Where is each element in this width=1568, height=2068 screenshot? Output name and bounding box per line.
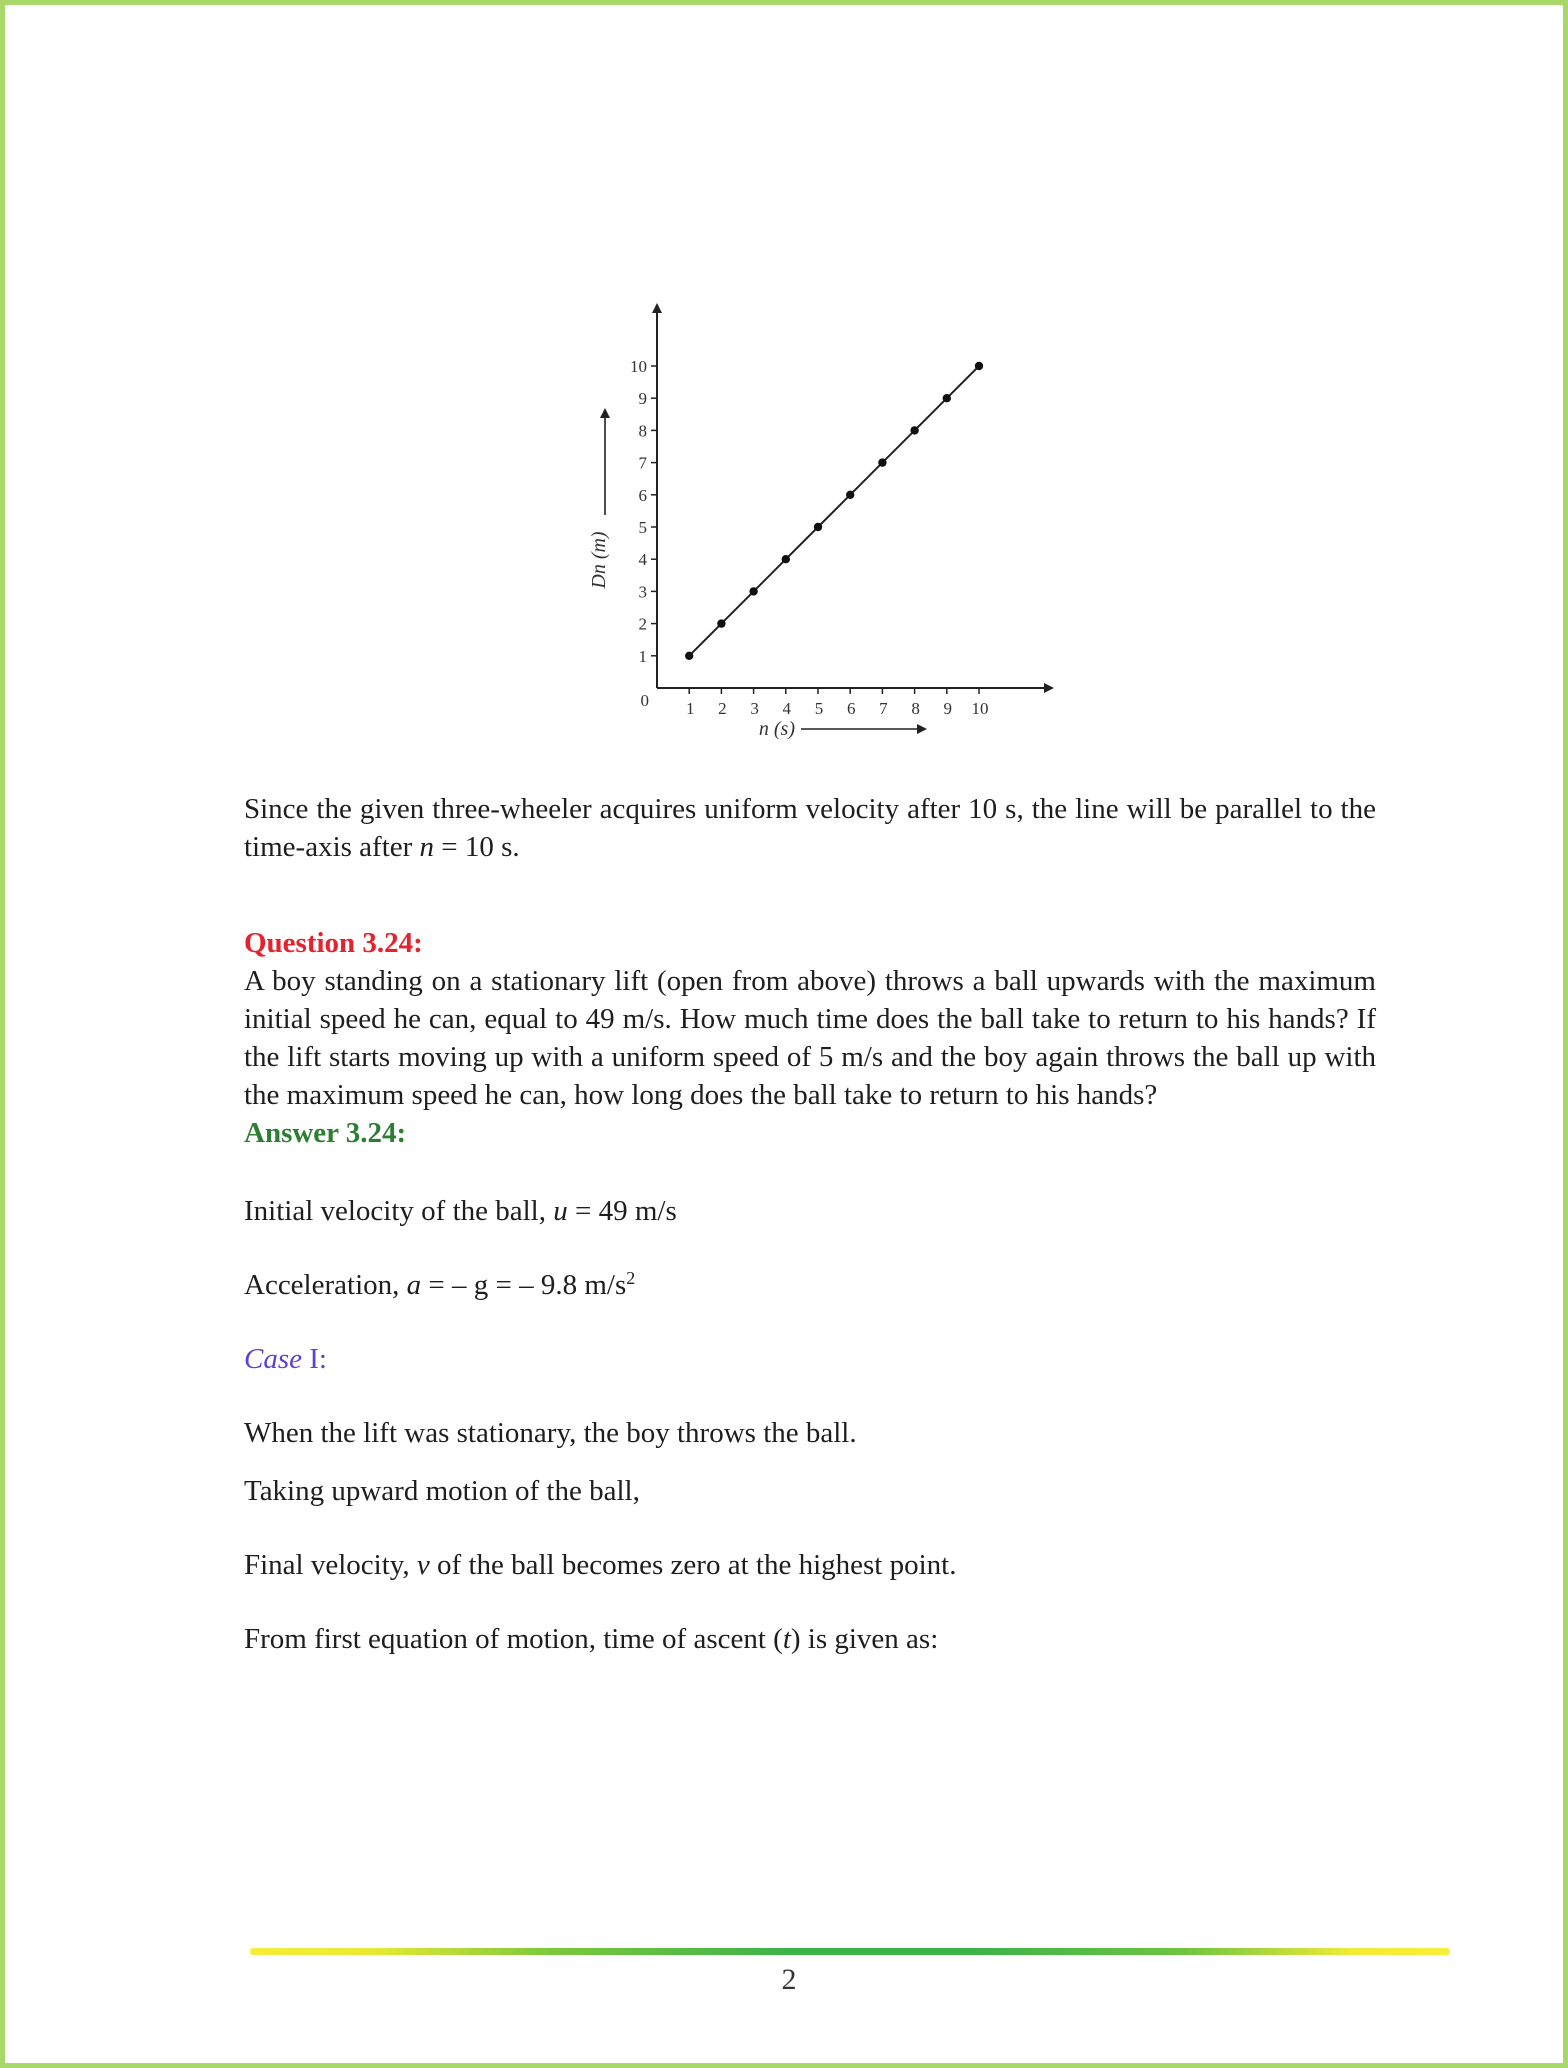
question-heading: Question 3.24:: [244, 927, 423, 959]
y-tick-label: 3: [638, 582, 647, 602]
y-tick-label: 5: [638, 518, 647, 537]
x-tick-label: 4: [782, 699, 792, 718]
y-tick-label: 8: [638, 421, 647, 441]
final-vel-variable: v: [416, 1549, 430, 1581]
origin-label: 0: [640, 691, 649, 710]
case-label: [244, 1340, 1376, 1378]
data-point: [814, 523, 822, 531]
accel-exponent: 2: [626, 1268, 636, 1288]
data-point: [749, 587, 757, 595]
page-content: [244, 790, 1376, 1658]
y-tick-label: 9: [638, 389, 647, 409]
accel-text-a: Acceleration,: [244, 1269, 407, 1301]
distance-time-chart: [565, 295, 1065, 755]
data-point: [975, 362, 983, 370]
data-point: [943, 394, 951, 402]
x-tick-label: 1: [685, 699, 695, 718]
initial-velocity-line: [244, 1192, 1376, 1230]
x-tick-label: 5: [814, 699, 824, 718]
data-point: [782, 555, 790, 563]
x-tick-label: 7: [879, 699, 888, 718]
y-axis-label: Dn (m): [588, 531, 610, 589]
x-tick-label: 2: [718, 699, 727, 718]
series-line: [689, 366, 979, 656]
data-point: [910, 426, 918, 434]
para1-text-a: Since the given three-wheeler acquires uniform velocity after 10 s, the line will be parallel to the time-axis after: [244, 793, 1376, 863]
y-tick-label: 6: [638, 485, 647, 505]
init-vel-text-b: = 49 m/s: [567, 1195, 677, 1227]
y-tick-label: 1: [638, 646, 647, 666]
data-point: [685, 652, 693, 660]
y-tick-label: 10: [630, 357, 647, 376]
x-tick-label: 6: [846, 699, 856, 718]
first-equation-line: [244, 1620, 1376, 1658]
data-point: [846, 491, 854, 499]
case-number: I:: [302, 1343, 327, 1375]
first-eq-variable: t: [782, 1623, 791, 1655]
footer-divider: [250, 1948, 1450, 1955]
para1-variable: n: [419, 831, 435, 863]
final-vel-text-a: Final velocity,: [244, 1549, 417, 1581]
upward-motion-line: Taking upward motion of the ball,: [244, 1475, 640, 1507]
x-tick-label: 10: [971, 699, 989, 718]
first-eq-text-a: From first equation of motion, time of ascent (: [244, 1623, 783, 1655]
final-vel-text-b: of the ball becomes zero at the highest point.: [429, 1549, 957, 1581]
data-point: [717, 619, 725, 627]
para1-text-b: = 10 s.: [434, 831, 520, 863]
final-velocity-line: [244, 1546, 1376, 1584]
stationary-line: When the lift was stationary, the boy throws the ball.: [244, 1417, 857, 1449]
y-tick-label: 2: [638, 614, 647, 634]
answer-heading: Answer 3.24:: [244, 1117, 407, 1149]
x-tick-label: 9: [943, 699, 953, 718]
init-vel-text-a: Initial velocity of the ball,: [244, 1195, 554, 1227]
x-axis-label: n (s): [758, 718, 795, 740]
y-tick-label: 4: [638, 550, 647, 570]
chart-series: [685, 362, 983, 660]
x-tick-label: 8: [911, 699, 920, 718]
accel-variable: a: [406, 1269, 422, 1301]
x-tick-label: 3: [750, 699, 759, 718]
paragraph-uniform-velocity: [244, 790, 1376, 866]
data-point: [878, 458, 886, 466]
y-tick-label: 7: [638, 453, 647, 473]
init-vel-variable: u: [553, 1195, 568, 1227]
question-body: A boy standing on a stationary lift (open from above) throws a ball upwards with the maximum initial speed he can, equal to 49 m/s. How much time does the ball take to return to his hands? If the lift starts moving up with a uniform speed of 5 m/s and the boy again throws the ball up with the maximum speed he can, how long does the ball take to return to his hands?: [244, 965, 1376, 1111]
acceleration-line: [244, 1266, 1376, 1304]
case-word: Case: [244, 1343, 302, 1375]
first-eq-text-b: ) is given as:: [790, 1623, 939, 1655]
accel-text-b: = – g = – 9.8 m/s: [421, 1269, 627, 1301]
page-number: 2: [781, 1963, 797, 1996]
